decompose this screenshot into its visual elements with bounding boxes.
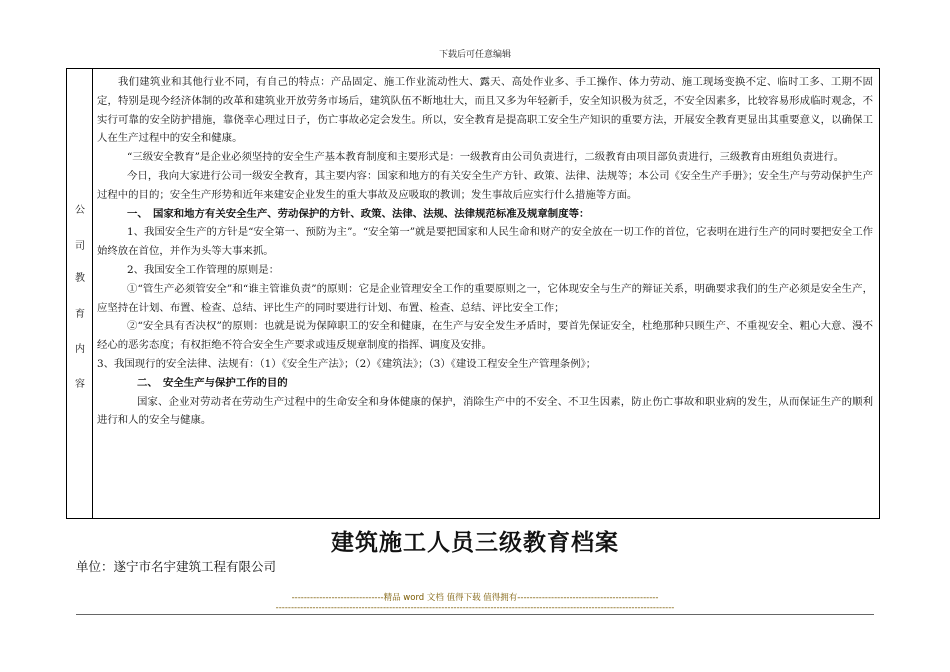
- side-char: 公: [75, 205, 85, 216]
- side-char: 内: [75, 344, 85, 355]
- unit-line: 单位：遂宁市名宇建筑工程有限公司: [76, 559, 277, 574]
- content-table: [66, 68, 880, 519]
- paragraph: “三级安全教育”是企业必须坚持的安全生产基本教育制度和主要形式是：一级教育由公司负责进行，二级教育由项目部负责进行，三级教育由班组负责进行。: [127, 151, 845, 164]
- education-content: [97, 73, 873, 430]
- paragraph: ②“安全具有否决权”的原则：也就是说为保障职工的安全和健康，在生产与安全发生矛盾时，要首先保证安全，杜绝那种只顾生产、不重视安全、粗心大意、漫不经心的恶劣态度；有权拒绝不符合安全生产要求或违反规章制度的指挥、调度及安排。: [97, 320, 873, 352]
- side-char: 育: [75, 309, 85, 320]
- paragraph: 国家、企业对劳动者在劳动生产过程中的生命安全和身体健康的保护，消除生产中的不安全、不卫生因素，防止伤亡事故和职业病的发生，从而保证生产的顺利进行和人的安全与健康。: [97, 395, 873, 427]
- paragraph: 1、我国安全生产的方针是“安全第一、预防为主”。“安全第一”就是要把国家和人民生命和财产的安全放在一切工作的首位，它表明在进行生产的同时要把安全工作始终放在首位，并作为头等大事来抓。: [97, 226, 873, 258]
- paragraph: 今日，我向大家进行公司一级安全教育，其主要内容：国家和地方的有关安全生产方针、政策、法律、法规等；本公司《安全生产手册》；安全生产与劳动保护生产过程中的目的；安全生产形势和近年来建安企业发生的重大事故及应吸取的教训；发生事故后应实行什么措施等方面。: [97, 169, 873, 201]
- side-label-cell: [67, 69, 93, 518]
- side-char: 司: [75, 241, 85, 252]
- side-char: 容: [75, 379, 85, 390]
- header-note: 下载后可任意编辑: [438, 50, 511, 60]
- paragraph: 我们建筑业和其他行业不同，有自己的特点：产品固定、施工作业流动性大、露天、高处作业多、手工操作、体力劳动、施工现场变换不定、临时工多、工期不固定，特别是现今经济体制的改革和建筑业开放劳务市场后，建筑队伍不断地壮大，而且又多为年轻新手，安全知识极为贫乏，不安全因素多，比较容易形成临时观念，不实行可靠的安全防护措施，靠侥幸心理过日子，伤亡事故必定会发生。所以，安全教育是提高职工安全生产知识的重要方法，开展安全教育更显出其重要意义，以确保工人在生产过程中的安全和健康。: [97, 76, 873, 145]
- page-title: 建筑施工人员三级教育档案: [331, 529, 619, 556]
- watermark-line: ------------------------------精品 word 文档 值得下载 值得拥有----------------------------------------------: [291, 593, 659, 603]
- side-char: 教: [75, 273, 85, 284]
- section-heading: 一、 国家和地方有关安全生产、劳动保护的方针、政策、法律、法规、法律规范标准及规章制度等：: [127, 207, 590, 220]
- paragraph: 3、我国现行的安全法律、法规有：（1）《安全生产法》；（2）《建筑法》；（3）《建设工程安全生产管理条例》；: [97, 357, 597, 370]
- watermark-line: ----------------------------------------------------------------------------------------------------------------------------------: [275, 603, 675, 613]
- section-heading: 二、 安全生产与保护工作的目的: [137, 376, 288, 389]
- divider: [76, 614, 874, 615]
- paragraph: ①“管生产必须管安全”和“谁主管谁负责”的原则：它是企业管理安全工作的重要原则之一，它体现安全与生产的辩证关系，明确要求我们的生产必须是安全生产，应坚持在计划、布置、检查、总结、评比生产的同时要进行计划、布置、检查、总结、评比安全工作；: [97, 282, 873, 314]
- paragraph: 2、我国安全工作管理的原则是：: [127, 263, 280, 276]
